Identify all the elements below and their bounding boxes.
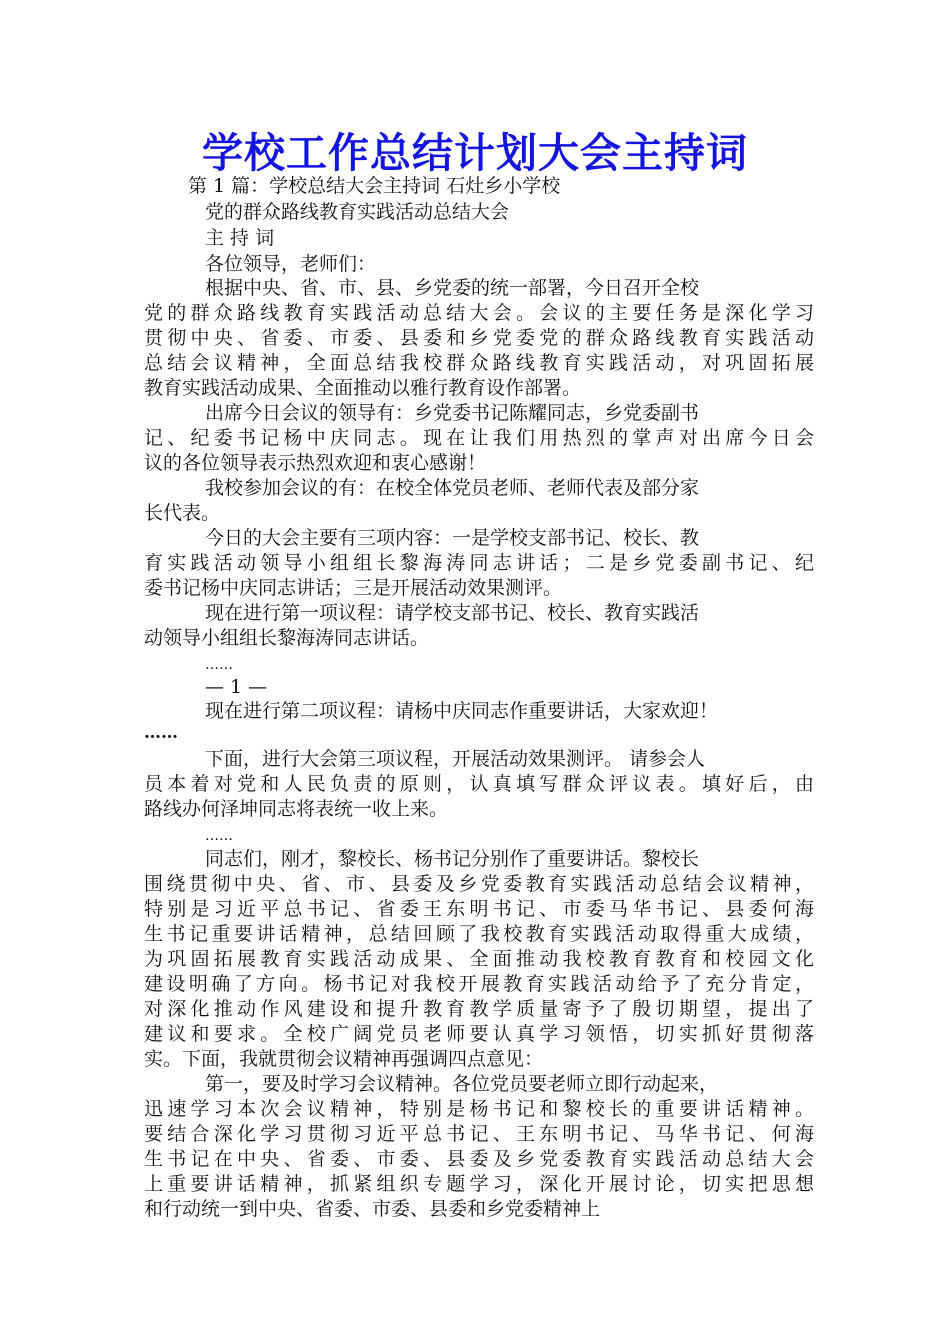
paragraph-line: 委书记杨中庆同志讲话；三是开展活动效果测评。 <box>144 577 563 599</box>
paragraph-line: 出席今日会议的领导有：乡党委书记陈耀同志，乡党委副书 <box>205 402 700 424</box>
page-number: — 1 — <box>205 676 268 698</box>
paragraph-line: 员本着对党和人民负责的原则，认真填写群众评议表。填好后，由 <box>144 773 814 795</box>
paragraph-line: 现在进行第一项议程：请学校支部书记、校长、教育实践活 <box>205 602 700 624</box>
ellipsis: …… <box>205 828 233 844</box>
paragraph-line: 育实践活动领导小组组长黎海涛同志讲话；二是乡党委副书记、纪 <box>144 552 814 574</box>
paragraph-line: 生书记重要讲话精神，总结回顾了我校教育实践活动取得重大成绩， <box>144 923 814 945</box>
meeting-name: 党的群众路线教育实践活动总结大会 <box>205 201 510 223</box>
paragraph-line: 教育实践活动成果、全面推动以雅行教育设作部署。 <box>144 377 582 399</box>
paragraph-line: 现在进行第二项议程：请杨中庆同志作重要讲话，大家欢迎！ <box>205 700 719 722</box>
paragraph-line: 建议和要求。全校广阔党员老师要认真学习领悟，切实抓好贯彻落 <box>144 1023 814 1045</box>
paragraph-line: 建设明确了方向。杨书记对我校开展教育实践活动给予了充分肯定， <box>144 973 814 995</box>
paragraph-line: 要结合深化学习贯彻习近平总书记、王东明书记、马华书记、何海 <box>144 1123 814 1145</box>
paragraph-line: 下面，进行大会第三项议程，开展活动效果测评。 请参会人 <box>205 748 706 770</box>
script-label: 主 持 词 <box>205 227 275 249</box>
paragraph-line: 特别是习近平总书记、省委王东明书记、市委马华书记、县委何海 <box>144 898 814 920</box>
paragraph-line: 第一，要及时学习会议精神。各位党员要老师立即行动起来， <box>205 1073 719 1095</box>
paragraph-line: 党的群众路线教育实践活动总结大会。会议的主要任务是深化学习 <box>144 302 814 324</box>
paragraph-line: 我校参加会议的有：在校全体党员老师、老师代表及部分家 <box>205 477 700 499</box>
paragraph-line: 动领导小组组长黎海涛同志讲话。 <box>144 627 430 649</box>
paragraph-line: 实。下面，我就贯彻会议精神再强调四点意见： <box>144 1048 544 1070</box>
paragraph-line: 对深化推动作风建设和提升教育教学质量寄予了殷切期望，提出了 <box>144 998 814 1020</box>
paragraph-line: 上重要讲话精神，抓紧组织专题学习，深化开展讨论，切实把思想 <box>144 1173 814 1195</box>
paragraph-line: 根据中央、省、市、县、乡党委的统一部署，今日召开全校 <box>205 277 700 299</box>
paragraph-line: 为巩固拓展教育实践活动成果、全面推动我校教育教育和校园文化 <box>144 948 814 970</box>
ellipsis: …… <box>205 657 233 673</box>
paragraph-line: 长代表。 <box>144 502 221 524</box>
document-title: 学校工作总结计划大会主持词 <box>202 129 748 177</box>
paragraph-line: 生书记在中央、省委、市委、县委及乡党委教育实践活动总结大会 <box>144 1148 814 1170</box>
paragraph-line: 围绕贯彻中央、省、市、县委及乡党委教育实践活动总结会议精神， <box>144 873 814 895</box>
paragraph-line: 记、纪委书记杨中庆同志。现在让我们用热烈的掌声对出席今日会 <box>144 427 814 449</box>
paragraph-line: 今日的大会主要有三项内容：一是学校支部书记、校长、教 <box>205 527 700 549</box>
salutation: 各位领导，老师们： <box>205 253 377 275</box>
paragraph-line: 迅速学习本次会议精神，特别是杨书记和黎校长的重要讲话精神。 <box>144 1098 814 1120</box>
paragraph-line: 和行动统一到中央、省委、市委、县委和乡党委精神上 <box>144 1198 601 1220</box>
paragraph-line: 贯彻中央、省委、市委、县委和乡党委党的群众路线教育实践活动 <box>144 327 814 349</box>
paragraph-line: 同志们，刚才，黎校长、杨书记分别作了重要讲话。黎校长 <box>205 848 700 870</box>
paragraph-line: 议的各位领导表示热烈欢迎和衷心感谢！ <box>144 452 487 474</box>
ellipsis: …… <box>144 723 178 743</box>
article-heading: 第 1 篇：学校总结大会主持词 石灶乡小学校 <box>188 175 561 197</box>
paragraph-line: 总结会议精神，全面总结我校群众路线教育实践活动，对巩固拓展 <box>144 352 814 374</box>
paragraph-line: 路线办何泽坤同志将表统一收上来。 <box>144 798 449 820</box>
